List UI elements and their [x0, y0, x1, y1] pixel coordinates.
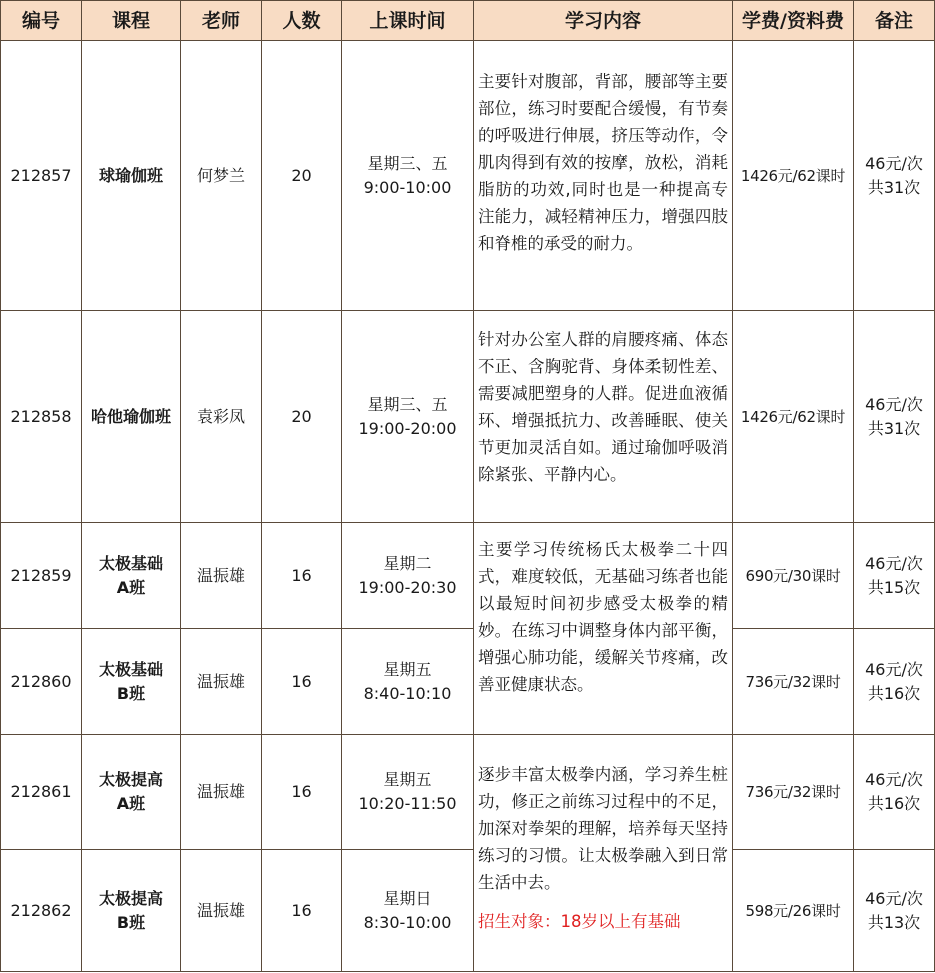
cell-fee: 736元/32课时: [733, 735, 854, 850]
cell-fee: 1426元/62课时: [733, 311, 854, 523]
course-line: 太极基础: [98, 553, 163, 573]
cell-id: 212858: [1, 311, 82, 523]
time-day: 星期三、五: [367, 394, 448, 414]
cell-count: 16: [262, 735, 342, 850]
time-day: 星期五: [383, 659, 432, 679]
content-text: 逐步丰富太极拳内涵，学习养生桩功，修正之前练习过程中的不足，加深对拳架的理解，培养每天坚持练习的习惯。让太极拳融入到日常生活中去。: [478, 765, 728, 892]
note-price: 46元/次: [865, 888, 923, 908]
cell-note: [854, 629, 935, 735]
note-total: 共16次: [867, 794, 921, 813]
header-teacher: 老师: [181, 1, 262, 41]
header-fee: 学费/资料费: [733, 1, 854, 41]
cell-fee: 598元/26课时: [733, 850, 854, 972]
note-price: 46元/次: [865, 394, 923, 414]
course-line: A班: [116, 794, 146, 813]
cell-note: [854, 41, 935, 311]
note-price: 46元/次: [865, 659, 923, 679]
cell-id: 212860: [1, 629, 82, 735]
cell-course: [82, 41, 181, 311]
cell-time: [342, 311, 474, 523]
course-line: B班: [116, 912, 146, 932]
cell-note: [854, 735, 935, 850]
table-row: [1, 629, 935, 735]
cell-content: 针对办公室人群的肩腰疼痛、体态不正、含胸驼背、身体柔韧性差、需要减肥塑身的人群。促进血液循环、增强抵抗力、改善睡眠、使关节更加灵活自如。通过瑜伽呼吸消除紧张、平静内心。: [474, 311, 733, 523]
cell-count: 20: [262, 311, 342, 523]
time-hours: 19:00-20:30: [358, 577, 457, 597]
cell-note: [854, 523, 935, 629]
header-id: 编号: [1, 1, 82, 41]
time-day: 星期日: [383, 888, 432, 908]
cell-teacher: 何梦兰: [181, 41, 262, 311]
time-hours: 19:00-20:00: [358, 418, 457, 438]
table-row: [1, 311, 935, 523]
time-hours: 8:40-10:10: [363, 683, 452, 703]
note-price: 46元/次: [865, 553, 923, 573]
note-price: 46元/次: [865, 153, 923, 173]
time-day: 星期二: [383, 553, 432, 573]
cell-content: 主要针对腹部，背部，腰部等主要部位，练习时要配合缓慢，有节奏的呼吸进行伸展，挤压等动作，令肌肉得到有效的按摩，放松，消耗脂肪的功效,同时也是一种提高专注能力，减轻精神压力，增强四肢和脊椎的承受的耐力。: [474, 41, 733, 311]
course-line: A班: [116, 577, 146, 597]
cell-time: [342, 629, 474, 735]
cell-course: [82, 850, 181, 972]
cell-course: [82, 311, 181, 523]
cell-course: [82, 523, 181, 629]
cell-count: 16: [262, 523, 342, 629]
cell-teacher: 袁彩凤: [181, 311, 262, 523]
cell-id: 212857: [1, 41, 82, 311]
table-row: [1, 41, 935, 311]
table-row: [1, 850, 935, 972]
time-hours: 8:30-10:00: [363, 912, 452, 932]
cell-course: [82, 629, 181, 735]
table-row: [1, 735, 935, 850]
course-line: 太极提高: [98, 888, 163, 908]
time-day: 星期五: [383, 770, 432, 789]
course-line: B班: [116, 683, 146, 703]
cell-count: 16: [262, 629, 342, 735]
time-day: 星期三、五: [367, 153, 448, 173]
header-count: 人数: [262, 1, 342, 41]
course-line: 哈他瑜伽班: [90, 406, 171, 426]
cell-note: [854, 850, 935, 972]
cell-time: [342, 735, 474, 850]
note-total: 共13次: [867, 912, 921, 932]
time-hours: 10:20-11:50: [358, 794, 457, 813]
cell-time: [342, 850, 474, 972]
cell-content: [474, 735, 733, 972]
header-course: 课程: [82, 1, 181, 41]
cell-fee: 736元/32课时: [733, 629, 854, 735]
cell-fee: 1426元/62课时: [733, 41, 854, 311]
header-content: 学习内容: [474, 1, 733, 41]
note-total: 共16次: [867, 683, 921, 703]
note-total: 共31次: [867, 177, 921, 197]
cell-count: 20: [262, 41, 342, 311]
course-line: 球瑜伽班: [98, 165, 163, 185]
cell-teacher: 温振雄: [181, 850, 262, 972]
note-price: 46元/次: [865, 770, 923, 789]
cell-id: 212862: [1, 850, 82, 972]
note-total: 共15次: [867, 577, 921, 597]
cell-teacher: 温振雄: [181, 523, 262, 629]
course-line: 太极提高: [98, 770, 163, 789]
cell-fee: 690元/30课时: [733, 523, 854, 629]
header-row: [1, 1, 935, 41]
table-row: [1, 523, 935, 629]
cell-time: [342, 523, 474, 629]
cell-id: 212859: [1, 523, 82, 629]
time-hours: 9:00-10:00: [363, 177, 452, 197]
cell-note: [854, 311, 935, 523]
header-note: 备注: [854, 1, 935, 41]
cell-teacher: 温振雄: [181, 735, 262, 850]
header-time: 上课时间: [342, 1, 474, 41]
cell-id: 212861: [1, 735, 82, 850]
cell-teacher: 温振雄: [181, 629, 262, 735]
cell-content: 主要学习传统杨氏太极拳二十四式，难度较低，无基础习练者也能以最短时间初步感受太极拳的精妙。在练习中调整身体内部平衡，增强心肺功能，缓解关节疼痛，改善亚健康状态。: [474, 523, 733, 735]
cell-course: [82, 735, 181, 850]
course-line: 太极基础: [98, 659, 163, 679]
enroll-target: 招生对象：18岁以上有基础: [478, 912, 681, 931]
cell-count: 16: [262, 850, 342, 972]
cell-time: [342, 41, 474, 311]
note-total: 共31次: [867, 418, 921, 438]
